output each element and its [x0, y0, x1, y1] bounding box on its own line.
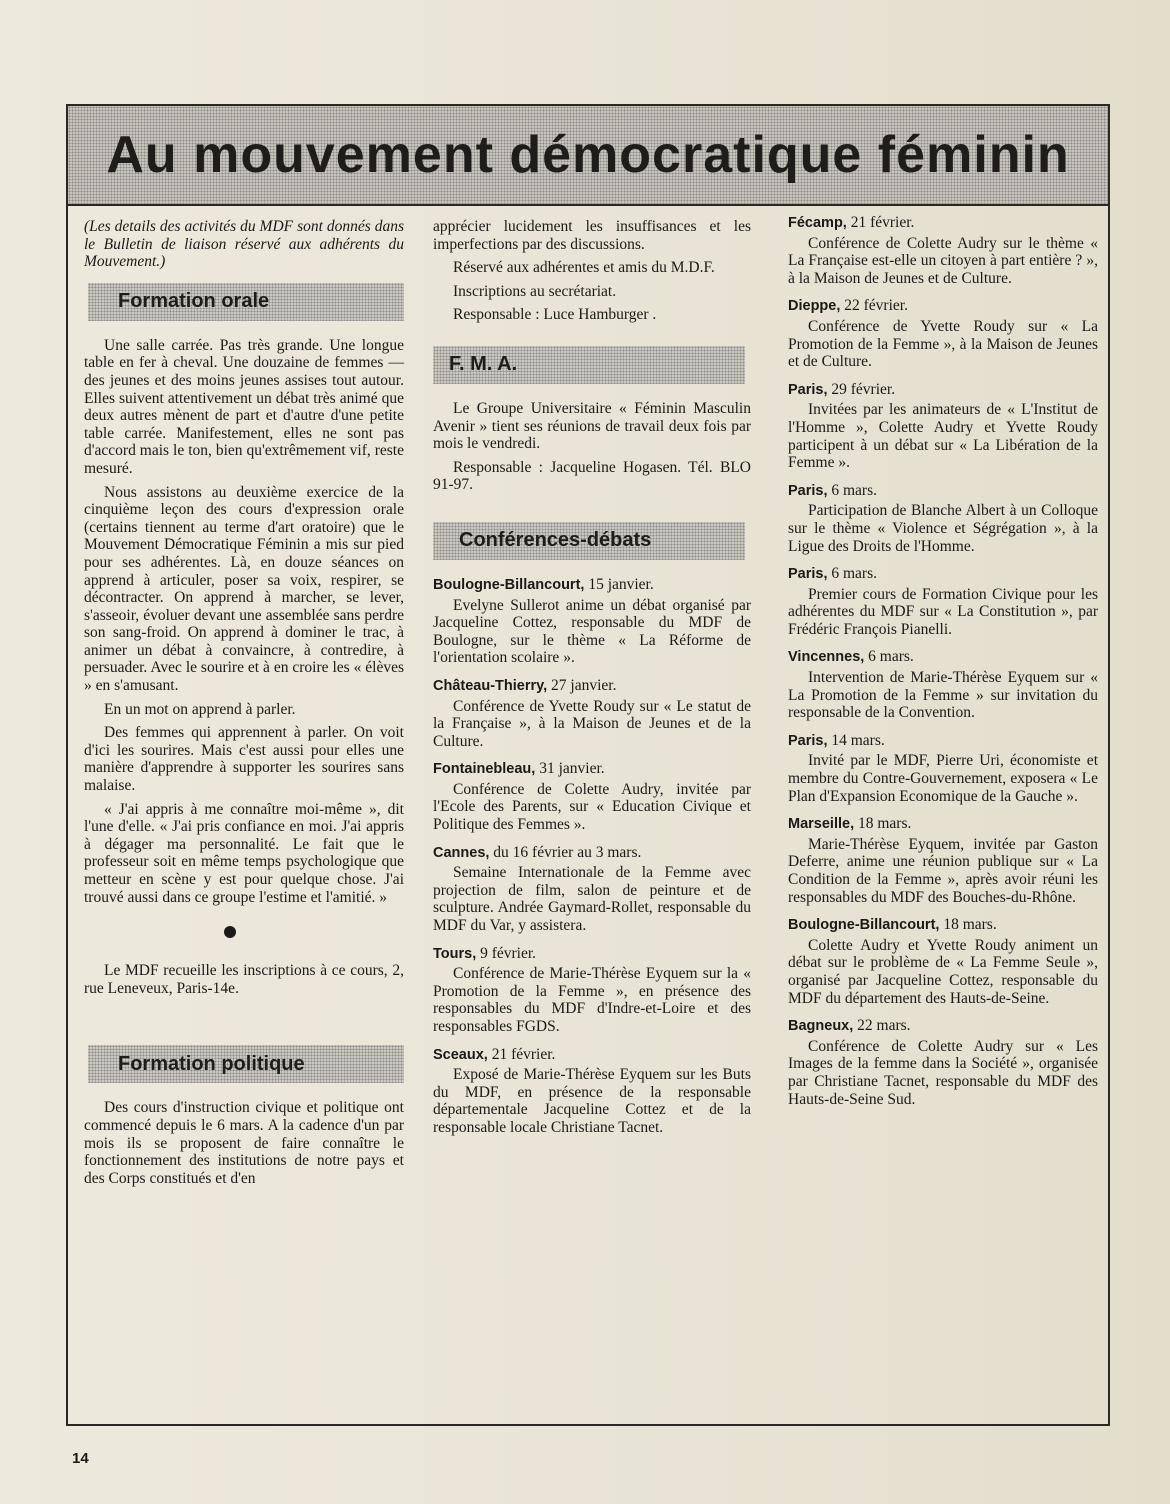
event-place: Fécamp, — [788, 215, 847, 231]
event-place: Paris, — [788, 566, 828, 583]
section-heading-fma: F. M. A. — [433, 346, 745, 384]
event-date: 31 janvier. — [535, 760, 605, 778]
event-list — [788, 214, 1098, 1108]
event-description: Conférence de Colette Audry sur « Les Images de la femme dans la Société », organisée par Christiane Tacnet, responsable du MDF des Hauts-de-Seine Sud. — [788, 1037, 1098, 1108]
event-description: Evelyne Sullerot anime un débat organisé par Jacqueline Cottez, responsable du MDF de Boulogne, sur le thème « La Réforme de l'orientation scolaire ». — [433, 596, 751, 667]
event-date: 21 février. — [487, 1045, 556, 1063]
event-description: Invitées par les animateurs de « L'Institut de l'Homme », Colette Audry et Yvette Roudy participent à un débat sur « La Libération de la Femme ». — [788, 401, 1098, 472]
event-place: Boulogne-Billancourt, — [788, 917, 940, 934]
event-date: 6 mars. — [827, 481, 878, 499]
event-description: Conférence de Yvette Roudy sur « La Promotion de la Femme », à la Maison de Jeunes et de Culture. — [788, 317, 1098, 371]
event-heading — [433, 760, 751, 779]
event-date: 21 février. — [846, 214, 915, 231]
event-description: Conférence de Colette Audry sur le thème « La Française est-elle un citoyen à part entière ? », à la Maison de Jeunes et de Culture. — [788, 234, 1098, 287]
event-list — [433, 576, 751, 1137]
event-description: Conférence de Yvette Roudy sur « Le statut de la Française », à la Maison de Jeunes et de la Culture. — [433, 697, 751, 750]
event-place: Paris, — [788, 381, 828, 398]
event-heading — [433, 1046, 751, 1065]
event-date: 29 février. — [827, 380, 896, 398]
event-heading — [433, 677, 751, 696]
event-place: Château-Thierry, — [433, 677, 548, 694]
event-place: Bagneux, — [788, 1018, 854, 1035]
column-2 — [433, 218, 751, 1143]
event-date: 6 mars. — [827, 565, 878, 583]
event-heading — [788, 381, 1098, 400]
event-place: Paris, — [788, 482, 828, 499]
event-heading — [788, 732, 1098, 751]
event-date: 14 mars. — [827, 731, 885, 749]
paragraph: Des cours d'instruction civique et politique ont commencé depuis le 6 mars. A la cadence d'un par mois ils se proposent de faire connaître le fonctionnement des institutions de notre pays et des Corps constitués et d'en — [84, 1099, 404, 1187]
paragraph: Nous assistons au deuxième exercice de la cinquième leçon des cours d'expression orale (certains tiennent au terme d'art oratoire) que le Mouvement Démocratique Féminin a mis sur pied pour ses adhérentes. Là, en douze séances on apprend à articuler, poser sa voix, respirer, se décontracter. On apprend à marcher, se lever, s'asseoir, évoluer devant une assemblée sans perdre son sang-froid. On apprend à dominer le trac, à animer un débat à convaincre, à contredire, à persuader. Avec le sourire et à en croire les « élèves » en s'amusant. — [84, 483, 404, 695]
event-place: Paris, — [788, 732, 828, 749]
event-heading — [433, 844, 751, 863]
event-date: 18 mars. — [854, 815, 912, 833]
paragraph: « J'ai appris à me connaître moi-même », dit l'une d'elle. « J'ai pris confiance en moi. J'ai appris à dégager ma personnalité. Le fait que le professeur soit en même temps psychologique que metteur en scène y est pour quelque chose. J'ai trouvé aussi dans ce groupe l'estime et l'amitié. » — [84, 800, 404, 906]
bullet-separator — [224, 926, 236, 938]
event-heading — [788, 214, 1098, 233]
event-description: Semaine Internationale de la Femme avec projection de film, salon de peinture et de sculpture. Andrée Gaymard-Rollet, responsable du MDF du Var, y assistera. — [433, 864, 751, 935]
paragraph: Le MDF recueille les inscriptions à ce cours, 2, rue Leneveux, Paris-14e. — [84, 962, 404, 997]
title-band — [68, 106, 1108, 206]
event-date: 22 février. — [840, 297, 908, 315]
event-description: Participation de Blanche Albert à un Colloque sur le thème « Violence et Ségrégation », à la Ligue des Droits de l'Homme. — [788, 502, 1098, 555]
event-place: Cannes, — [433, 844, 490, 861]
paragraph: Des femmes qui apprennent à parler. On voit d'ici les sourires. Mais c'est aussi pour elles une manière d'apprendre à supporter les sourires sans malaise. — [84, 724, 404, 795]
event-place: Marseille, — [788, 816, 855, 833]
event-place: Vincennes, — [788, 649, 865, 666]
paragraph: Responsable : Luce Hamburger . — [453, 306, 657, 324]
paragraph: Réservé aux adhérentes et amis du M.D.F. — [453, 259, 715, 277]
event-heading — [788, 648, 1098, 667]
event-date: du 16 février au 3 mars. — [489, 843, 642, 861]
event-date: 18 mars. — [939, 916, 997, 934]
paragraph: En un mot on apprend à parler. — [104, 700, 296, 718]
event-heading — [788, 565, 1098, 584]
paragraph: Inscriptions au secrétariat. — [453, 282, 617, 300]
event-heading — [788, 482, 1098, 501]
event-heading — [788, 297, 1098, 316]
event-heading — [788, 1017, 1098, 1036]
event-date: 27 janvier. — [547, 676, 617, 694]
section-heading-formation-orale: Formation orale — [88, 283, 404, 321]
column-1 — [84, 218, 404, 1193]
column-3 — [788, 214, 1098, 1114]
event-place: Fontainebleau, — [433, 761, 536, 778]
event-date: 9 février. — [476, 944, 537, 962]
event-heading — [788, 916, 1098, 935]
page-number: 14 — [72, 1450, 89, 1467]
event-place: Dieppe, — [788, 298, 841, 315]
event-place: Tours, — [433, 945, 477, 962]
event-date: 15 janvier. — [584, 575, 654, 593]
section-heading-conferences: Conférences-débats — [433, 522, 745, 560]
event-heading — [433, 576, 751, 595]
event-description: Conférence de Marie-Thérèse Eyquem sur la « Promotion de la Femme », en présence des responsables du MDF d'Indre-et-Loire et des responsables FGDS. — [433, 965, 751, 1035]
event-description: Exposé de Marie-Thérèse Eyquem sur les Buts du MDF, en présence de la responsable départementale Jacqueline Cottez et de la responsable locale Christiane Tacnet. — [433, 1066, 751, 1136]
intro-note: (Les details des activités du MDF sont donnés dans le Bulletin de liaison réservé aux adhérents du Mouvement.) — [84, 218, 404, 271]
section-heading-formation-politique: Formation politique — [88, 1045, 404, 1083]
page-title: Au mouvement démocratique féminin — [106, 126, 1070, 184]
article-frame — [66, 104, 1110, 1426]
event-description: Colette Audry et Yvette Roudy animent un débat sur le problème de « La Femme Seule », organisé par Jacqueline Cottez, responsable du MDF du département des Hauts-de-Seine. — [788, 936, 1098, 1007]
event-date: 22 mars. — [853, 1017, 911, 1035]
event-description: Premier cours de Formation Civique pour les adhérentes du MDF sur « La Constitution », par Frédéric François Pianelli. — [788, 585, 1098, 638]
event-date: 6 mars. — [864, 648, 914, 666]
event-description: Conférence de Colette Audry, invitée par l'Ecole des Parents, sur « Education Civique et Politique des Femmes ». — [433, 780, 751, 834]
event-description: Marie-Thérèse Eyquem, invitée par Gaston Deferre, anime une réunion publique sur « La Condition de la Femme », après avoir réuni les responsables du MDF des Bouches-du-Rhône. — [788, 835, 1098, 906]
paragraph: apprécier lucidement les insuffisances et les imperfections par des discussions. — [433, 218, 751, 253]
event-description: Intervention de Marie-Thérèse Eyquem sur « La Promotion de la Femme » sur invitation du responsable de la Convention. — [788, 669, 1098, 722]
event-place: Boulogne-Billancourt, — [433, 576, 585, 593]
event-heading — [788, 815, 1098, 834]
event-description: Invité par le MDF, Pierre Uri, économiste et membre du Contre-Gouvernement, exposera « Le Plan d'Expansion Economique de la Gauche ». — [788, 752, 1098, 805]
event-place: Sceaux, — [433, 1046, 488, 1063]
paragraph: Une salle carrée. Pas très grande. Une longue table en fer à cheval. Une douzaine de femmes — des jeunes et des moins jeunes assises tout autour. Elles suivent attentivement un débat très animé que deux autres mènent de part et d'autre d'une petite table carrée. Manifestement, elles ne sont pas d'accord mais le ton, bien qu'extrêmement vif, reste mesuré. — [84, 336, 404, 477]
paragraph: Responsable : Jacqueline Hogasen. Tél. BLO 91-97. — [433, 458, 751, 494]
paragraph: Le Groupe Universitaire « Féminin Masculin Avenir » tient ses réunions de travail deux fois par mois le vendredi. — [433, 399, 751, 453]
event-heading — [433, 945, 751, 964]
